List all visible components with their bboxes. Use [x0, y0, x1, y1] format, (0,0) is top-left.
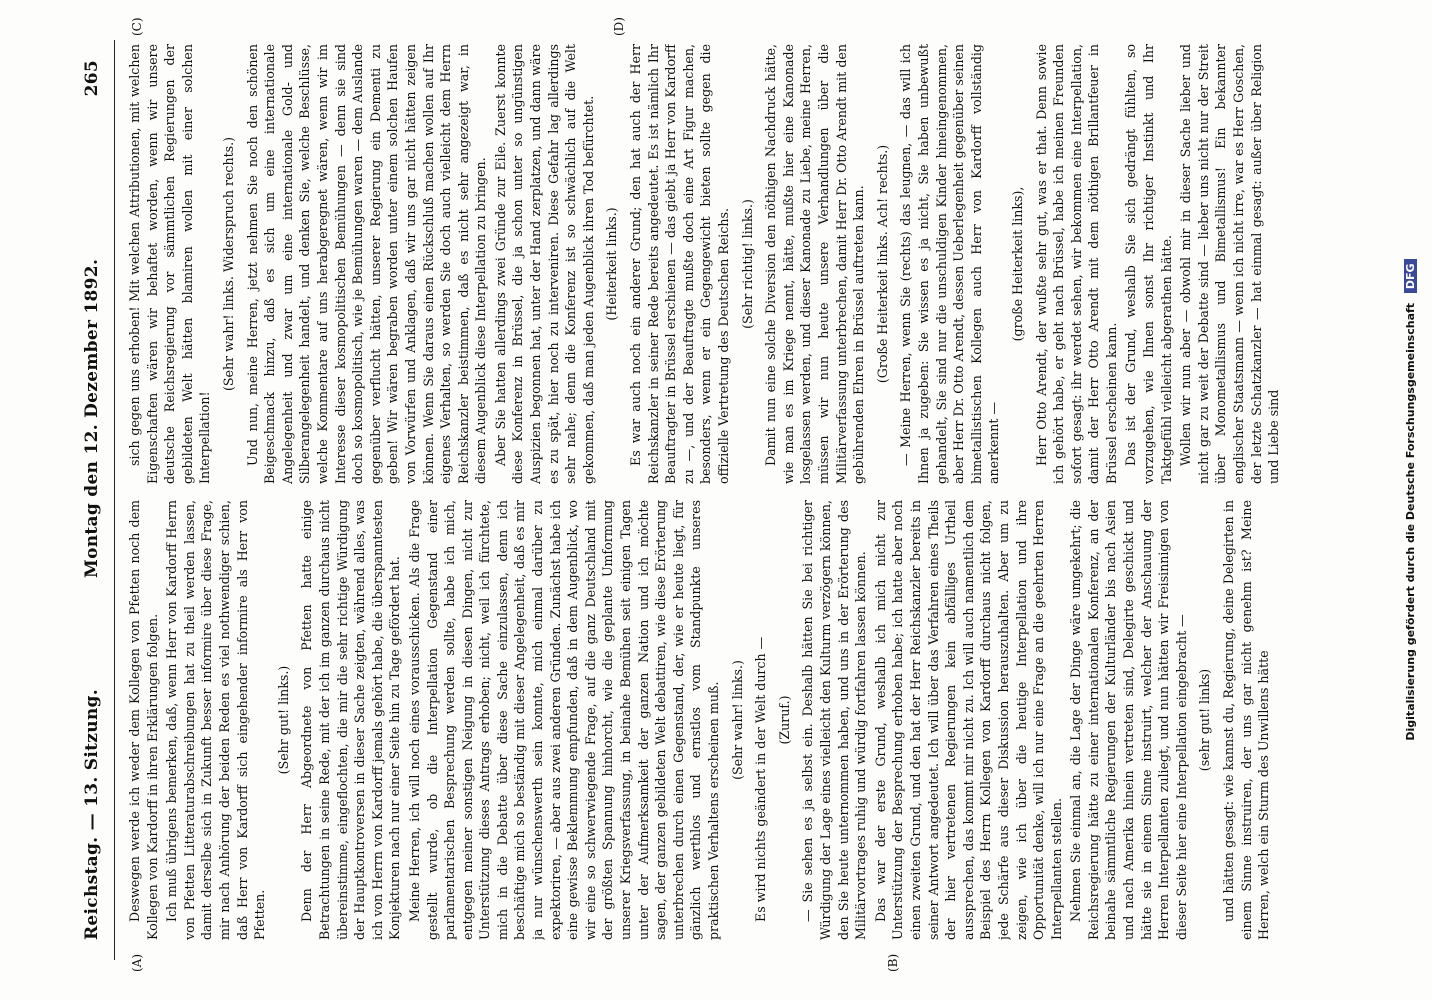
paragraph: — Meine Herren, wenn Sie (rechts) das leugnen, — das will ich Ihnen ja zugeben: Sie wissen es ja nicht, Sie haben unbewußt gehandelt, Sie sind nur die unschuldigen Kinder hineingenommen, aber Herr Dr. Otto Arendt, dessen Ueberlegenheit gegenüber seinen bimetallistischen Kollegen auch Herr von Kardorff vollständig anerkennt — — [898, 44, 1002, 484]
interjection: (Sehr wahr! links. Widerspruch rechts.) — [220, 136, 236, 392]
paragraph: Aber Sie hatten allerdings zwei Gründe zur Eile. Zuerst konnte diese Konferenz in Brüssel, die ja schon unter so ungünstigen Auspizien begonnen hat, unter der Hand zerplatzen, und dann wäre es zu spät, hier noch zu interveniren. Diese Gefahr lag allerdings sehr nahe; denn die Konferenz ist so schwächlich auf die Welt gekommen, daß man jeden Augenblick ihren Tod befürchtet. — [492, 44, 596, 484]
dfg-logo: DFG — [1404, 259, 1417, 293]
right-text-column — [126, 44, 1326, 484]
paragraph: Nehmen Sie einmal an, die Lage der Dinge wäre umgekehrt; die Reichsregierung hätte zu einer internationalen Konferenz, an der beinahe sämmtliche Regierungen der Kulturländer bis nach Asien und nach Amerika hinein vertreten sind, Delegirte geschickt und hätte sie in einem Sinne instruirt, welcher der Anschauung der Herren Interpellanten zuliegt, und nun hätten wir Freisinnigen von dieser Seite hier eine Interpellation eingebracht — — [1068, 500, 1189, 940]
interjection: (Heiterkeit links.) — [604, 207, 620, 321]
paragraph: Meine Herren, ich will noch eines vorausschicken. Als die Frage gestellt wurde, ob die Interpellation Gegenstand einer parlamentarischen Besprechung werden sollte, habe ich mich, entgegen meiner sonstigen Neigung in diesen Dingen, nicht zur Unterstützung dieses Antrags erhoben; nicht, weil ich fürchtete, mich in die Debatte über diese Sache einzulassen, denn ich beschäftige mich so beständig mit dieser Angelegenheit, daß es mir ja nur wünschenswerth sein konnte, mich einmal darüber zu expektoriren, — aber aus zwei anderen Gründen. Zunächst habe ich eine gewisse Beklemmung empfunden, daß in dem Augenblick, wo wir eine so schwerwiegende Frage, auf die ganz Deutschland mit der größten Spannung hinhorcht, wie die geplante Umformung unserer Kriegsverfassung, in beinahe Bemühen seit einigen Tagen unter der Aufmerksamkeit der ganzen Nation und ich möchte sagen, der ganzen gebildeten Welt debattiren, wie diese Erörterung unterbrechen durch einen Gegenstand, der, wie er heute liegt, für gänzlich werthlos und ernstlos vom Standpunkte unseres praktischen Verhaltens erscheinen muß. — [406, 500, 721, 940]
credit-text: Digitalisierung gefördert durch die Deutsche Forschungsgemeinschaft — [1404, 302, 1417, 741]
document-page — [26, 17, 1406, 980]
margin-marker-c: (C) — [130, 17, 144, 36]
page-header — [74, 20, 114, 980]
paragraph: Es wird nichts geändert in der Welt durch — — [753, 636, 769, 922]
interjection: (Sehr gut! links.) — [275, 665, 291, 775]
paragraph: Es war auch noch ein anderer Grund; den hat auch der Herr Reichskanzler in seiner Rede bereits angedeutet. Es ist nämlich Ihr Beauftragter in Brüssel erschienen — das giebt ja Herr von Kardorff zu —, und der Beauftragte mußte doch eine Art Figur machen, besonders, wenn er ein Gegengewicht bieten sollte gegen die offizielle Vertretung des Deutschen Reichs. — [628, 44, 731, 484]
paragraph: Deswegen werde ich weder dem Kollegen von Pfetten noch dem Kollegen von Kardorff in ihren Erklärungen folgen. — [127, 500, 160, 940]
paragraph: Damit nun eine solche Diversion den nöthigen Nachdruck hätte, wie man es im Kriege nennt, hätte, mußte hier eine Kanonade losgelassen werden, und dieser Kanonade zu Liebe, meine Herren, müssen wir nun heute unsere Verhandlungen über die Militärverfassung unterbrechen, damit Herr Dr. Otto Arendt mit den gebührenden Ehren in Brüssel auftreten kann. — [763, 44, 867, 484]
paragraph: — Sie sehen es ja selbst ein. Deshalb hätten Sie bei richtiger Würdigung der Lage eines vielleicht den Kulturm verzögern können, den Sie heute unternommen haben, und uns in der Erörterung des Militärvortrages ruhig und würdig fortfahren lassen können. — [800, 500, 869, 940]
digitization-credit — [1404, 150, 1420, 850]
paragraph: Das war der erste Grund, weshalb ich mich nicht zur Unterstützung der Besprechung erhoben habe; ich hatte aber noch einen zweiten Grund, und den hat der Herr Reichskanzler bereits in seiner Antwort angedeutet. Ich will über das Verfahren eines Theils der hier vertretenen Regierungen kein abfälliges Urtheil aussprechen, das kommt mir nicht zu. Ich will auch namentlich dem Beispiel des Herrn Kollegen von Kardorff durchaus nicht folgen, jede Schärfe aus dieser Diskussion herauszuhalten. Aber um zu zeigen, wie ich über die heutige Interpellation und ihre Opportunität denke, will ich nur eine Frage an die geehrten Herren Interpellanten stellen. — [872, 500, 1064, 940]
paragraph: Herr Otto Arendt, der wußte sehr gut, was er that. Denn sowie ich gehört habe, er geht nach Brüssel, habe ich meinen Freunden sofort gesagt: ihr werdet sehen, wir bekommen eine Interpellation, damit der Herr Otto Arendt mit dem nöthigen Brillantfeuer in Brüssel erscheinen kann. — [1033, 44, 1119, 484]
interjection: (Sehr richtig! links.) — [739, 199, 755, 329]
interjection: (Zuruf.) — [776, 695, 792, 745]
header-title: Reichstag. — 13. Sitzung. — [82, 689, 102, 940]
paragraph: Das ist der Grund, weshalb Sie sich gedrängt fühlten, so vorzugehen, wie Ihnen sonst Ihr richtiger Instinkt und Ihr Taktgefühl vielleicht abgerathen hätte. — [1123, 44, 1174, 484]
header-rule — [114, 40, 115, 960]
interjection: (sehr gut! links) — [1197, 668, 1213, 772]
interjection: (Große Heiterkeit links. Ach! rechts.) — [874, 144, 890, 384]
left-text-column — [126, 500, 1326, 940]
header-date: Montag den 12. Dezember 1892. — [82, 258, 102, 579]
paragraph: Ich muß übrigens bemerken, daß, wenn Herr von Kardorff Herrn von Pfetten Litteraturabschreibungen hat zu theil werden lassen, damit derselbe sich in Zukunft besser informire über diese Frage, mir nach Anhörung der beiden Reden es viel nothwendiger schien, daß Herr von Kardorff sich eingehender informire als Herr von Pfetten. — [164, 500, 268, 940]
margin-marker-a: (A) — [130, 953, 144, 972]
interjection: (Sehr wahr! links.) — [729, 660, 745, 780]
margin-marker-d: (D) — [612, 17, 626, 36]
interjection: (große Heiterkeit links), — [1009, 186, 1025, 342]
header-right — [82, 60, 102, 578]
page-number: 265 — [82, 60, 102, 97]
paragraph: sich gegen uns erhoben! Mit welchen Attributionen, mit welchen Eigenschaften wären wir behaftet worden, wenn wir unsere deutsche Reichsregierung vor sämmtlichen Regierungen der gebildeten Welt hätten blamiren wollen mit einer solchen Interpellation! — [127, 44, 213, 484]
margin-marker-b: (B) — [886, 953, 900, 972]
paragraph: und hätten gesagt: wie kannst du, Regierung, deine Delegirten in einem Sinne instruiren, der uns gar nicht genehm ist? Meine Herren, welch ein Sturm des Unwillens hätte — [1221, 500, 1272, 940]
paragraph: Und nun, meine Herren, jetzt nehmen Sie noch den schönen Beigeschmack hinzu, daß es sich um eine internationale Angelegenheit und zwar um eine internationale Gold- und Silberangelegenheit handelt, und denken Sie, welche Beschlüsse, welche Kommentare auf uns herabgeregnet wären, wenn wir im Interesse dieser kosmopolitischen Bemühungen — denn sie sind doch so kosmopolitisch, wie je Bemühungen waren — dem Auslande gegenüber verflucht hätten, unserer Regierung ein Dementi zu geben! Wir wären begraben worden unter einem solchen Haufen von Vorwürfen und Anklagen, daß wir uns gar nicht hätten zeigen können. Wenn Sie daraus einen Rückschluß machen wollen auf Ihr eigenes Verhalten, so werden Sie doch auch vielleicht dem Herrn Reichskanzler beistimmen, daß es nicht sehr angezeigt war, in diesem Augenblick diese Interpellation zu bringen. — [244, 44, 489, 484]
paragraph: Denn der Herr Abgeordnete von Pfetten hatte einige Betrachtungen in seine Rede, mit der ich im ganzen durchaus nicht übereinstimme, eingeflochten, die mir die sehr richtige Würdigung der Hauptkontroversen in dieser Sache zeigten, während alles, was ich von Herrn von Kardorff jemals gehört habe, die überspanntesten Konjekturen nach nur einer Seite hin zu Tage gefördert hat. — [299, 500, 403, 940]
paragraph: Wollen wir nun aber — obwohl mir in dieser Sache lieber und nicht gar zu weit der Debatte sind — lieber uns nicht nur der Streit über Monometallismus und Bimetallismus! Ein bekannter englischer Staatsmann — wenn ich nicht irre, war es Herr Goschen, der letzte Schatzkanzler — hat einmal gesagt: außer über Religion und Liebe sind — [1178, 44, 1282, 484]
